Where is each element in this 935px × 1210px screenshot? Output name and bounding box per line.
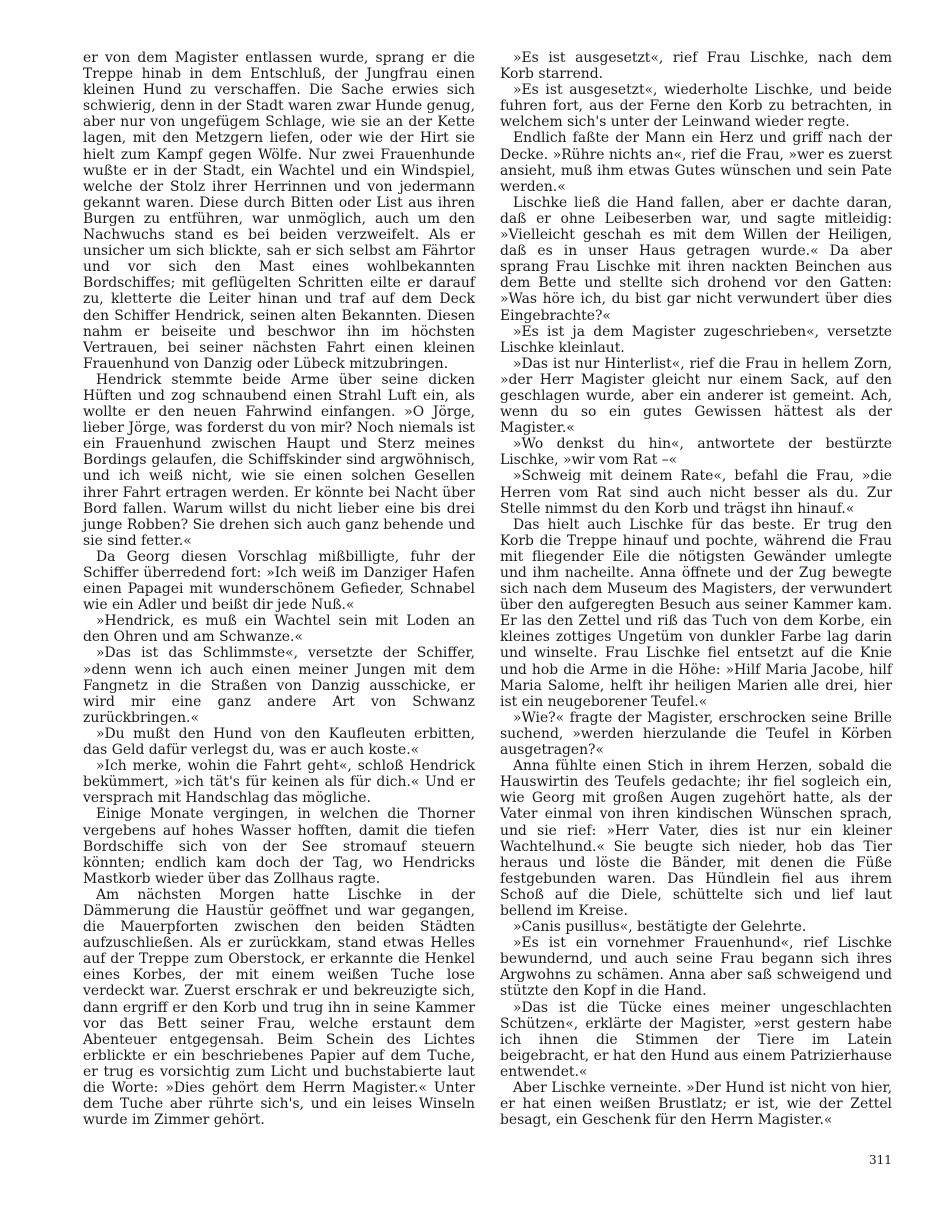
paragraph: »Schweig mit deinem Rate«, befahl die Frau, »die Herren vom Rat sind auch nicht besser als du. Zur Stelle nimmst du den Korb und trägst ihn hinauf.« [500,468,892,517]
paragraph: Da Georg diesen Vorschlag mißbilligte, fuhr der Schiffer überredend fort: »Ich weiß im Danziger Hafen einen Papagei mit wunderschönem Gefieder, Schnabel wie ein Adler und beißt dir jede Nuß.« [83,548,475,614]
paragraph: Das hielt auch Lischke für das beste. Er trug den Korb die Treppe hinauf und pochte, während die Frau mit fliegender Eile die nötigsten Gewänder umlegte und ihm nacheilte. Anna öffnete und der Zug bewegte sich nach dem Museum des Magisters, der verwundert über den aufgeregten Besuch aus seiner Kammer kam. Er las den Zettel und riß das Tuch von dem Korbe, ein kleines zottiges Ungetüm von dunkler Farbe lag darin und winselte. Frau Lischke fiel entsetzt auf die Knie und hob die Arme in die Höhe: »Hilf Maria Jacobe, hilf Maria Salome, helft ihr heiligen Marien alle drei, hier ist ein neugeborener Teufel.« [500,516,892,710]
paragraph: »Es ist ja dem Magister zugeschrieben«, versetzte Lischke kleinlaut. [500,323,892,356]
left-text-column [83,50,475,1128]
paragraph: Endlich faßte der Mann ein Herz und griff nach der Decke. »Rühre nichts an«, rief die Frau, »wer es zuerst ansieht, muß ihm etwas Gutes wünschen und sein Pate werden.« [500,130,892,195]
paragraph: »Wo denkst du hin«, antwortete der bestürzte Lischke, »wir vom Rat –« [500,436,892,469]
paragraph: »Das ist das Schlimmste«, versetzte der Schiffer, »denn wenn ich auch einen meiner Jungen mit dem Fangnetz in die Straßen von Danzig ausschicke, er wird mir eine ganz andere Art von Schwanz zurückbringen.« [83,645,475,726]
paragraph: »Canis pusillus«, bestätigte der Gelehrte. [513,919,807,936]
paragraph: Am nächsten Morgen hatte Lischke in der Dämmerung die Haustür geöffnet und war gegangen, die Mauerpforten zwischen den beiden Städten aufzuschließen. Als er zurückkam, stand etwas Helles auf der Treppe zum Oberstock, er erkannte die Henkel eines Korbes, der mit einem weißen Tuche lose verdeckt war. Zuerst erschrak er und bekreuzigte sich, dann ergriff er den Korb und trug ihn in seine Kammer vor das Bett seiner Frau, welche erstaunt dem Abenteuer entgegensah. Beim Schein des Lichtes erblickte er ein beschriebenes Papier auf dem Tuche, er trug es vorsichtig zum Licht und buchstabierte laut die Worte: »Dies gehört dem Herrn Magister.« Unter dem Tuche aber rührte sich's, und ein leises Winseln wurde im Zimmer gehört. [83,886,475,1129]
paragraph: »Wie?« fragte der Magister, erschrocken seine Brille suchend, »werden hierzulande die Teufel in Körben ausgetragen?« [500,709,892,759]
page-number: 311 [869,1153,892,1167]
paragraph: »Hendrick, es muß ein Wachtel sein mit Loden an den Ohren und am Schwanze.« [83,613,475,646]
paragraph: »Es ist ausgesetzt«, rief Frau Lischke, nach dem Korb starrend. [500,50,892,83]
paragraph: Einige Monate vergingen, in welchen die Thorner vergebens auf hohes Wasser hofften, damit die tiefen Bordschiffe sich von der See stromauf steuern könnten; endlich kam doch der Tag, wo Hendricks Mastkorb wieder über das Zollhaus ragte. [83,806,475,887]
paragraph: »Das ist die Tücke eines meiner ungeschlachten Schützen«, erklärte der Magister, »erst gestern habe ich ihnen die Stimmen der Tiere im Latein beigebracht, er hat den Hund aus einem Patrizierhause entwendet.« [500,999,892,1080]
paragraph: er von dem Magister entlassen wurde, sprang er die Treppe hinab in dem Entschluß, der Jungfrau einen kleinen Hund zu verschaffen. Die Sache erwies sich schwierig, denn in der Stadt waren zwar Hunde genug, aber nur von ungefügem Schlage, wie sie an der Kette lagen, mit den Metzgern liefen, oder wie der Hirt sie hielt zum Kampf gegen Wölfe. Nur zwei Frauenhunde wußte er in der Stadt, ein Wachtel und ein Windspiel, welche der Stolz ihrer Herrinnen und von jedermann gekannt waren. Diese durch Bitten oder List aus ihren Burgen zu entführen, war unmöglich, auch um den Nachwuchs stand es bei beiden verzweifelt. Als er unsicher um sich blickte, sah er sich selbst am Fährtor und vor sich den Mast eines wohlbekannten Bordschiffes; mit geflügelten Schritten eilte er darauf zu, kletterte die Leiter hinan und traf auf dem Deck den Schiffer Hendrick, seinen alten Bekannten. Diesen nahm er beiseite und beschwor ihn im höchsten Vertrauen, bei seiner nächsten Fahrt einen kleinen Frauenhund von Danzig oder Lübeck mitzubringen. [83,50,475,372]
paragraph: Anna fühlte einen Stich in ihrem Herzen, sobald die Hauswirtin des Teufels gedachte; ihr fiel sogleich ein, wie Georg mit großen Augen zugehört hatte, als der Vater einmal von ihren kindischen Wünschen sprach, und sie rief: »Herr Vater, dies ist nur ein kleiner Wachtelhund.« Sie beugte sich nieder, hob das Tier heraus und löste die Bänder, mit denen die Füße festgebunden waren. Das Hündlein fiel aus ihrem Schoß auf die Diele, schüttelte sich und lief laut bellend im Kreise. [500,758,892,919]
paragraph: Lischke ließ die Hand fallen, aber er dachte daran, daß er ohne Leibeserben war, und sagte mitleidig: »Vielleicht geschah es mit dem Willen der Heiligen, daß es in unser Haus getragen wurde.« Da aber sprang Frau Lischke mit ihren nackten Beinchen aus dem Bette und stellte sich drohend vor den Gatten: »Was höre ich, du bist gar nicht verwundert über dies Eingebrachte?« [500,194,892,324]
paragraph: »Du mußt den Hund von den Kaufleuten erbitten, das Geld dafür verlegst du, was er auch koste.« [83,725,475,759]
paragraph: Hendrick stemmte beide Arme über seine dicken Hüften und zog schnaubend einen Strahl Luft ein, als wollte er den neuen Fahrwind einfangen. »O Jörge, lieber Jörge, was forderst du von mir? Noch niemals ist ein Frauenhund zwischen Haupt und Sterz meines Bordings gelaufen, die Schiffskinder sind argwöhnisch, und ich weiß nicht, wie sie einen solchen Gesellen ihrer Fahrt ertragen werden. Er könnte bei Nacht über Bord fallen. Warum willst du nicht lieber eine bis drei junge Robben? Sie drehen sich auch ganz behende und sie sind fetter.« [83,371,475,549]
paragraph: »Es ist ausgesetzt«, wiederholte Lischke, und beide fuhren fort, aus der Ferne den Korb zu betrachten, in welchem sich's unter der Leinwand wieder regte. [500,82,892,131]
paragraph: Aber Lischke verneinte. »Der Hund ist nicht von hier, er hat einen weißen Brustlatz; er ist, wie der Zettel besagt, ein Geschenk für den Herrn Magister.« [500,1080,892,1129]
right-text-column [500,50,892,1128]
paragraph: »Das ist nur Hinterlist«, rief die Frau in hellem Zorn, »der Herr Magister gleicht nur einem Sack, auf den geschlagen wurde, aber ein anderer ist gemeint. Ach, wenn du so ein gutes Gewissen hättest als der Magister.« [500,355,892,437]
paragraph: »Es ist ein vornehmer Frauenhund«, rief Lischke bewundernd, und auch seine Frau begann sich ihres Argwohns zu schämen. Anna aber saß schweigend und stützte den Kopf in die Hand. [500,935,892,1000]
paragraph: »Ich merke, wohin die Fahrt geht«, schloß Hendrick bekümmert, »ich tät's für keinen als für dich.« Und er versprach mit Handschlag das mögliche. [83,758,475,807]
